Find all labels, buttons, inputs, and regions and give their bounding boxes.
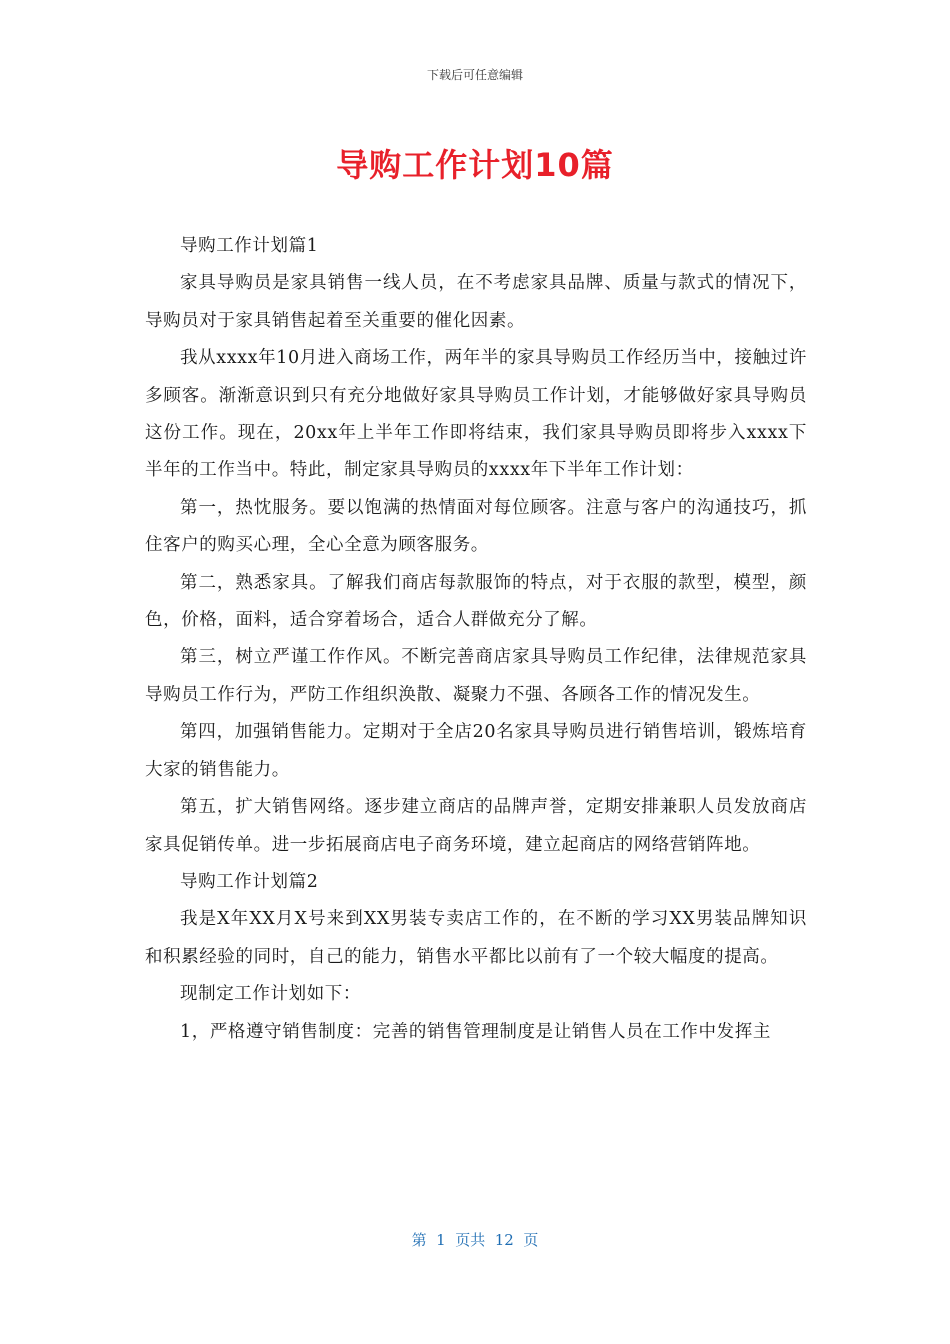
paragraph: 第一，热忱服务。要以饱满的热情面对每位顾客。注意与客户的沟通技巧，抓住客户的购买心理，全心全意为顾客服务。 [145,497,807,556]
paragraph: 第四，加强销售能力。定期对于全店20名家具导购员进行销售培训，锻炼培育大家的销售能力。 [145,722,807,780]
paragraph: 第三，树立严谨工作作风。不断完善商店家具导购员工作纪律，法律规范家具导购员工作行为，严防工作组织涣散、凝聚力不强、各顾各工作的情况发生。 [145,647,807,705]
paragraph: 第五，扩大销售网络。逐步建立商店的品牌声誉，定期安排兼职人员发放商店家具促销传单。进一步拓展商店电子商务环境，建立起商店的网络营销阵地。 [145,797,807,855]
paragraph: 我从xxxx年10月进入商场工作，两年半的家具导购员工作经历当中，接触过许多顾客。渐渐意识到只有充分地做好家具导购员工作计划，才能够做好家具导购员这份工作。现在，20xx年上半年工作即将结束，我们家具导购员即将步入xxxx下半年的工作当中。特此，制定家具导购员的xxxx年下半年工作计划： [145,348,807,481]
header-note: 下载后可任意编辑 [426,68,523,82]
paragraph: 家具导购员是家具销售一线人员，在不考虑家具品牌、质量与款式的情况下，导购员对于家具销售起着至关重要的催化因素。 [145,273,807,331]
section-heading: 导购工作计划篇2 [180,871,319,892]
document-title: 导购工作计划10篇 [336,146,614,184]
section-heading: 导购工作计划篇1 [180,236,319,256]
page-footer: 第 1 页共 12 页 [411,1231,539,1249]
paragraph: 我是X年XX月X号来到XX男装专卖店工作的，在不断的学习XX男装品牌知识和积累经验的同时，自己的能力，销售水平都比以前有了一个较大幅度的提高。 [145,909,807,967]
document-body [145,228,807,1051]
paragraph: 第二，熟悉家具。了解我们商店每款服饰的特点，对于衣服的款型，模型，颜色，价格，面料，适合穿着场合，适合人群做充分了解。 [145,572,807,631]
paragraph: 现制定工作计划如下： [180,984,361,1005]
paragraph: 1，严格遵守销售制度：完善的销售管理制度是让销售人员在工作中发挥主 [180,1021,771,1042]
